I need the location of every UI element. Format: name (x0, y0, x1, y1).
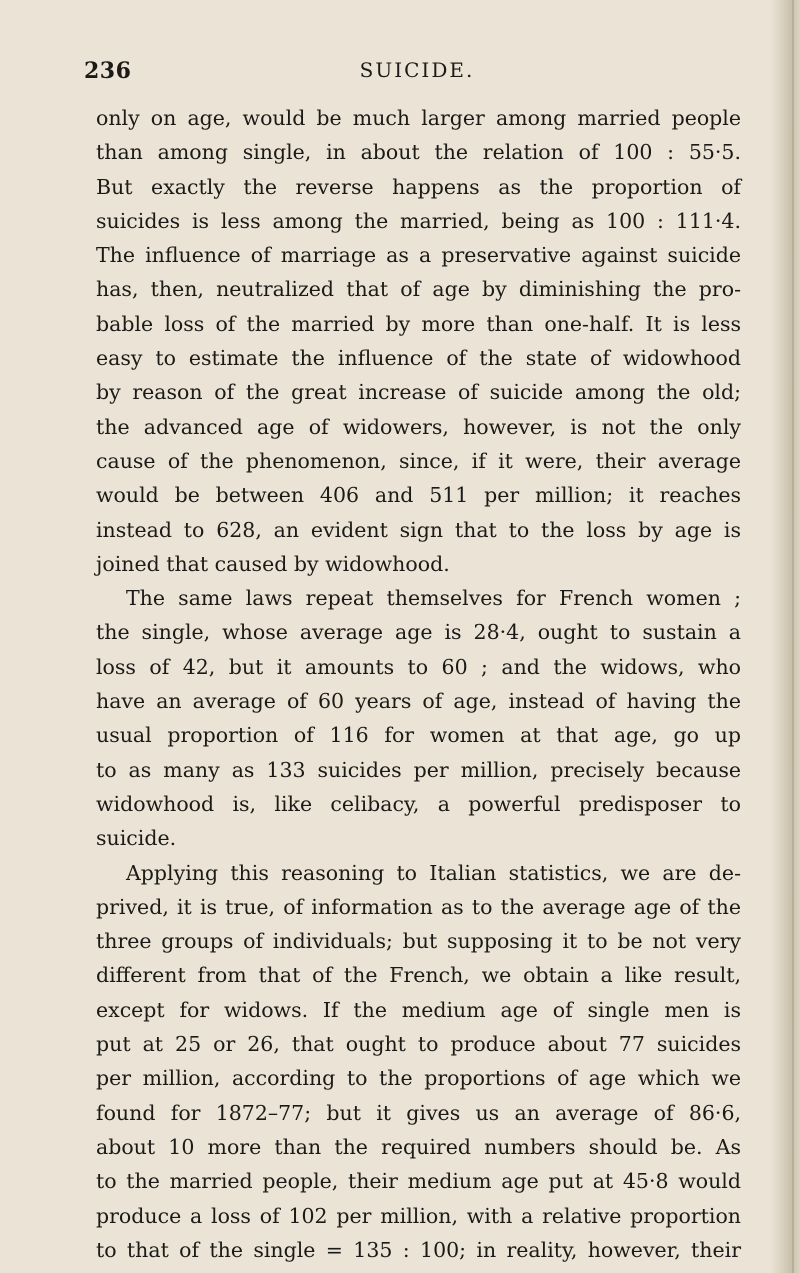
text-line: usual proportion of 116 for women at that age, go up (96, 723, 741, 748)
text-line: three groups of individuals; but supposing it to be not very (96, 929, 741, 954)
page-number: 236 (84, 58, 132, 84)
text-line: except for widows. If the medium age of single men is (96, 997, 741, 1022)
text-line: to the married people, their medium age put at 45·8 would (96, 1169, 741, 1194)
text-line: different from that of the French, we obtain a like result, (96, 963, 741, 988)
text-line: found for 1872–77; but it gives us an average of 86·6, (96, 1100, 741, 1125)
text-line: prived, it is true, of information as to the average age of the (96, 894, 741, 919)
body-text (96, 101, 741, 1267)
text-line: has, then, neutralized that of age by diminishing the pro- (96, 277, 741, 302)
text-line: the advanced age of widowers, however, is not the only (96, 414, 741, 439)
text-line: by reason of the great increase of suicide among the old; (96, 380, 741, 405)
running-head (84, 58, 740, 88)
text-line: instead to 628, an evident sign that to the loss by age is (96, 517, 741, 542)
text-line: joined that caused by widowhood. (96, 551, 450, 576)
text-line: only on age, would be much larger among married people (96, 106, 741, 130)
text-line: the single, whose average age is 28·4, ought to sustain a (96, 620, 741, 645)
running-title: SUICIDE. (359, 58, 475, 82)
paragraph-start-line: The same laws repeat themselves for French women ; (126, 586, 741, 611)
text-line: suicides is less among the married, being as 100 : 111·4. (96, 208, 741, 233)
text-line: bable loss of the married by more than one-half. It is less (96, 311, 741, 336)
text-line: per million, according to the proportions of age which we (96, 1066, 741, 1091)
text-line: than among single, in about the relation of 100 : 55·5. (96, 140, 741, 165)
paragraph-start-line: Applying this reasoning to Italian statistics, we are de- (126, 860, 741, 885)
text-line: to that of the single = 135 : 100; in reality, however, their (96, 1237, 741, 1262)
text-line: loss of 42, but it amounts to 60 ; and the widows, who (96, 654, 741, 679)
text-line: to as many as 133 suicides per million, precisely because (96, 757, 741, 782)
text-line: But exactly the reverse happens as the proportion of (96, 174, 741, 199)
text-line: widowhood is, like celibacy, a powerful predisposer to (96, 791, 741, 816)
text-line: would be between 406 and 511 per million; it reaches (96, 483, 741, 508)
text-line: easy to estimate the influence of the state of widowhood (96, 346, 741, 371)
text-line: cause of the phenomenon, since, if it were, their average (96, 448, 741, 473)
text-line: suicide. (96, 826, 177, 851)
text-line: about 10 more than the required numbers should be. As (96, 1134, 741, 1159)
text-line: have an average of 60 years of age, instead of having the (96, 689, 741, 714)
text-line: put at 25 or 26, that ought to produce about 77 suicides (96, 1032, 741, 1057)
text-line: The influence of marriage as a preservative against suicide (96, 243, 741, 268)
text-line: produce a loss of 102 per million, with a relative proportion (96, 1203, 741, 1228)
page-edge-shadow (770, 0, 800, 1273)
